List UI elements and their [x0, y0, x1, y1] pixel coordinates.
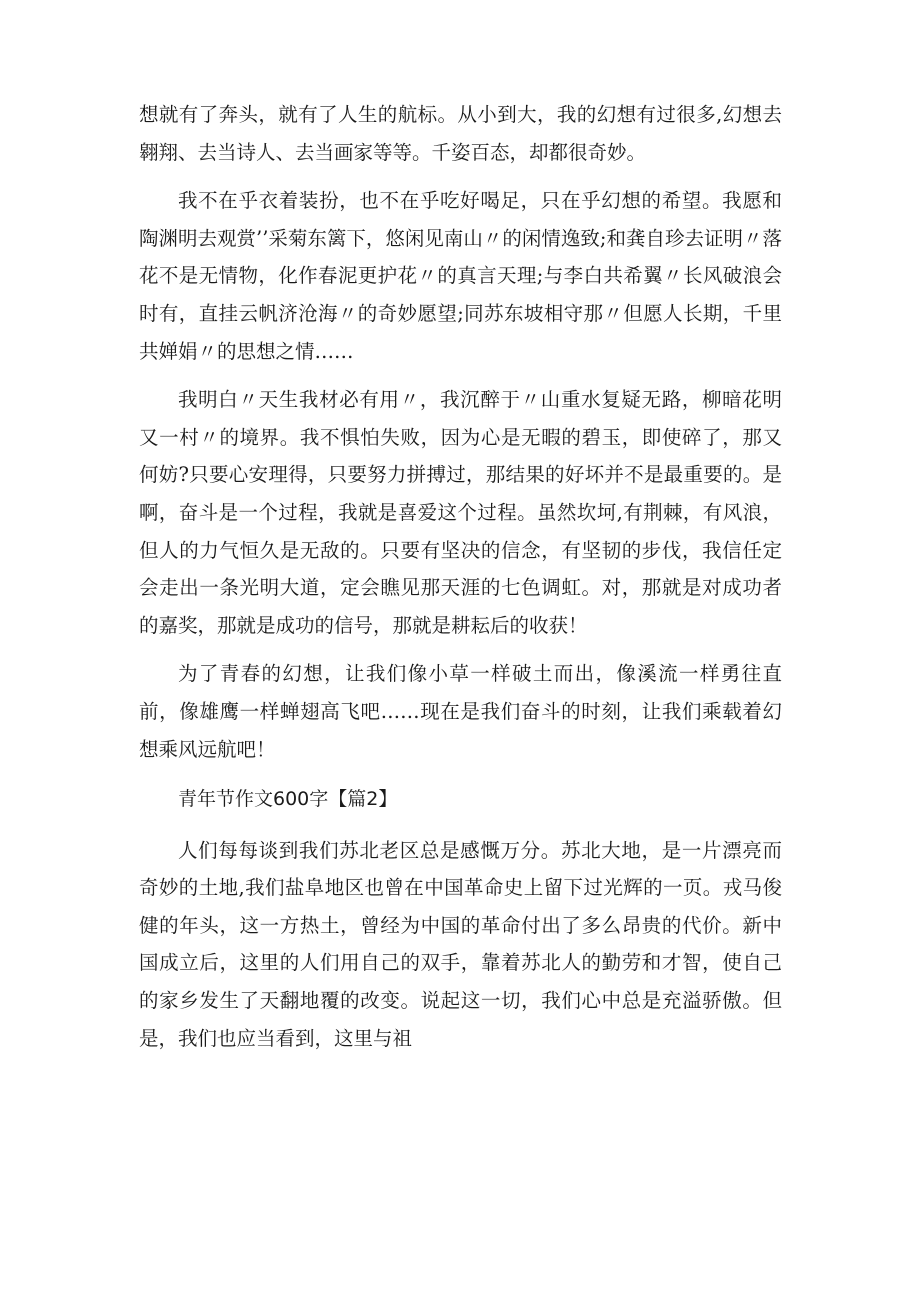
section-heading: 青年节作文600字【篇2】 — [178, 788, 398, 811]
paragraph-gap — [139, 819, 782, 832]
paragraph-gap — [139, 644, 782, 655]
paragraph-youth-dream: 为了青春的幻想，让我们像小草一样破土而出，像溪流一样勇往直前，像雄鹰一样蝉翅高飞吧……现在是我们奋斗的时刻，让我们乘载着幻想乘风远航吧！ — [139, 662, 782, 761]
paragraph-not-afraid-of-failure: 我明白〃天生我材必有用〃，我沉醉于〃山重水复疑无路，柳暗花明又一村〃的境界。我不惧怕失败，因为心是无暇的碧玉，即使碎了，那又何妨?只要心安理得，只要努力拼搏过，那结果的好坏并不是最重要的。是啊，奋斗是一个过程，我就是喜爱这个过程。虽然坎坷,有荆棘，有风浪，但人的力气恒久是无敌的。只要有坚决的信念，有坚韧的步伐，我信任定会走出一条光明大道，定会瞧见那天涯的七色调虹。对，那就是对成功者的嘉奖，那就是成功的信号，那就是耕耘后的收获！ — [139, 388, 782, 637]
paragraph-gap — [139, 171, 782, 182]
paragraph-continuation: 想就有了奔头，就有了人生的航标。从小到大，我的幻想有过很多,幻想去翱翔、去当诗人、去当画家等等。千姿百态，却都很奇妙。 — [139, 103, 782, 164]
paragraph-subei-region: 人们每每谈到我们苏北老区总是感慨万分。苏北大地，是一片漂亮而奇妙的土地,我们盐阜地区也曾在中国革命史上留下过光辉的一页。戎马俊健的年头，这一方热土，曾经为中国的革命付出了多么昂贵的代价。新中国成立后，这里的人们用自己的双手，靠着苏北人的勤劳和才智，使自己的家乡发生了天翻地覆的改变。说起这一切，我们心中总是充溢骄傲。但是，我们也应当看到，这里与祖 — [139, 838, 782, 1050]
paragraph-gap — [139, 768, 782, 781]
paragraph-dreams-with-poets: 我不在乎衣着装扮，也不在乎吃好喝足，只在乎幻想的希望。我愿和陶渊明去观赏’’采菊东篱下，悠闲见南山〃的闲情逸致;和龚自珍去证明〃落花不是无情物，化作春泥更护花〃的真言天理;与李白共希翼〃长风破浪会时有，直挂云帆济沧海〃的奇妙愿望;同苏东坡相守那〃但愿人长期，千里共婵娟〃的思想之情…… — [139, 189, 782, 363]
document-body — [139, 96, 782, 1057]
paragraph-gap — [139, 370, 782, 381]
